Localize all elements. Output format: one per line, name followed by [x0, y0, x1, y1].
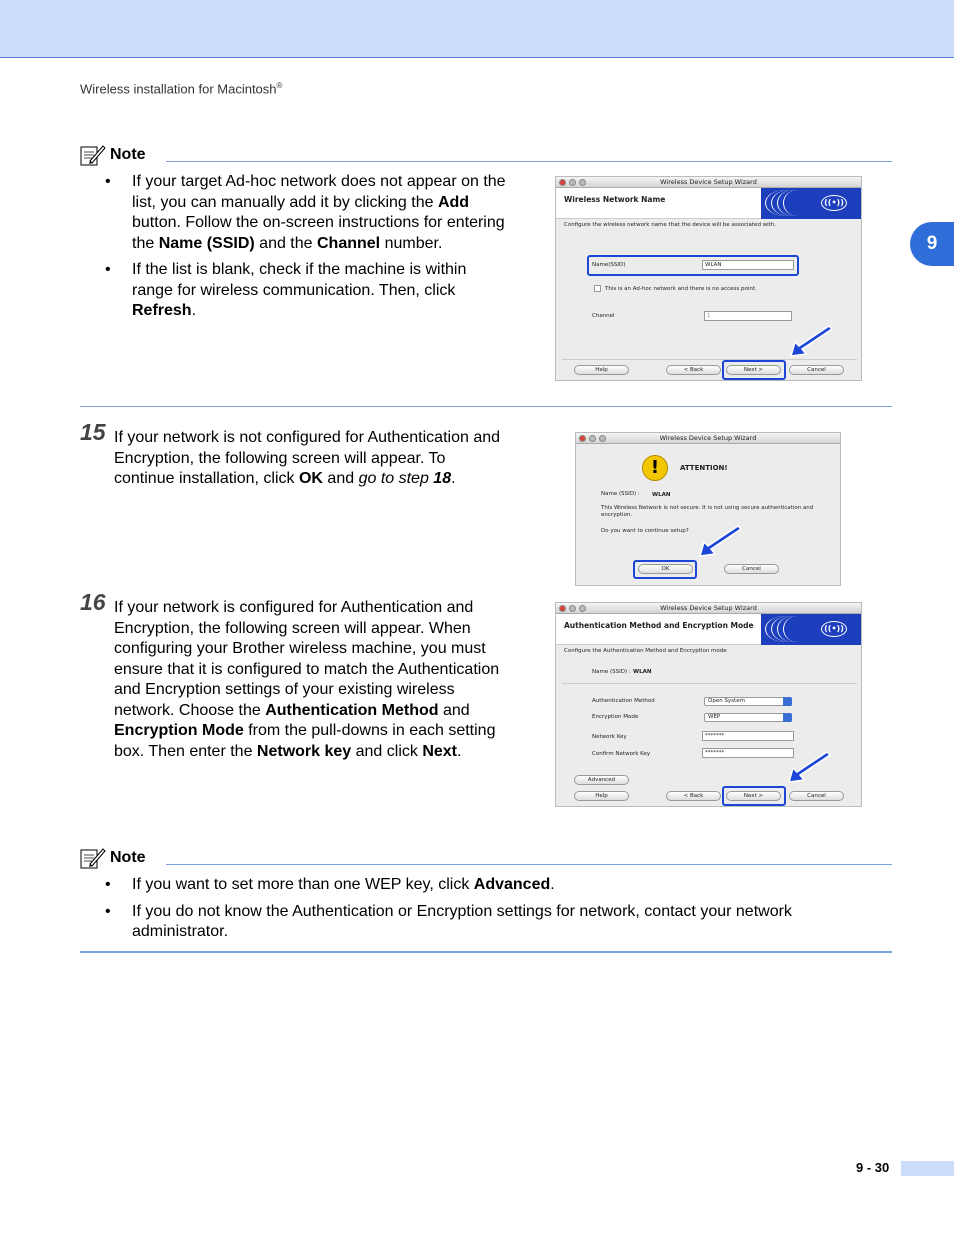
- ok-button[interactable]: OK: [638, 564, 693, 574]
- channel-stepper[interactable]: 1: [704, 311, 792, 321]
- back-button[interactable]: < Back: [666, 365, 721, 375]
- zoom-icon: [579, 179, 586, 186]
- blue-arrow-icon: [786, 751, 832, 785]
- step-number: 15: [80, 419, 106, 445]
- blue-arrow-icon: [697, 525, 743, 559]
- chevron-down-icon: [783, 713, 792, 722]
- encryption-mode-select[interactable]: WEP: [704, 713, 792, 722]
- body-text: If your network is not configured for Authentication and Encryption, the following screen will appear. To continue installation, click: [114, 429, 501, 487]
- advanced-button[interactable]: Advanced: [574, 775, 629, 785]
- help-button[interactable]: Help: [574, 791, 629, 801]
- attention-title: ATTENTION!: [680, 464, 728, 472]
- note-heading: [80, 143, 146, 167]
- section-rule: [80, 406, 892, 407]
- body-text: If you do not know the Authentication or Encryption settings for network, contact your network administrator.: [132, 902, 792, 940]
- confirm-key-label: Confirm Network Key: [592, 751, 651, 757]
- window-titlebar: [556, 177, 861, 188]
- body-text: number.: [380, 234, 443, 252]
- body-text: If your target Ad-hoc network does not appear on the list, you can manually add it by clicking the: [132, 173, 506, 211]
- body-text: If your network is configured for Authentication and Encryption, the following screen will appear. When configuring your Brother wireless machine, you must ensure that it is configured to match the Authentication and Encryption settings of your existing wireless network. Choose the: [114, 599, 500, 719]
- chapter-tab[interactable]: 9: [910, 222, 954, 266]
- step-text: [114, 598, 510, 762]
- note-pencil-icon: [80, 846, 106, 870]
- wizard-banner: [556, 188, 861, 219]
- note-item: [80, 260, 510, 322]
- cancel-button[interactable]: Cancel: [789, 791, 844, 801]
- window-title: Wireless Device Setup Wizard: [660, 604, 757, 612]
- minimize-icon: [569, 605, 576, 612]
- note-item: [80, 875, 870, 896]
- next-highlight: [722, 360, 786, 380]
- confirm-key-input[interactable]: *******: [702, 748, 794, 758]
- close-icon: [559, 179, 566, 186]
- top-band: [0, 0, 954, 58]
- close-icon: [579, 435, 586, 442]
- window-titlebar: [556, 603, 861, 614]
- back-button[interactable]: < Back: [666, 791, 721, 801]
- note-item: [80, 172, 510, 254]
- name-ssid-label: Name(SSID): [592, 262, 626, 268]
- emphasis-text: OK: [298, 470, 323, 487]
- next-highlight: [722, 786, 786, 806]
- blue-arrow-icon: [788, 325, 834, 359]
- adhoc-checkbox[interactable]: [594, 285, 601, 292]
- next-button[interactable]: Next >: [726, 791, 781, 801]
- banner-title: Authentication Method and Encryption Mode: [564, 621, 754, 630]
- minimize-icon: [569, 179, 576, 186]
- auth-method-select[interactable]: Open System: [704, 697, 792, 706]
- name-ssid-label: Name (SSID) :: [592, 669, 631, 675]
- note-heading: [80, 846, 146, 870]
- body-text: button. Follow the on-screen instructions for entering the: [132, 214, 505, 252]
- body-text: .: [451, 470, 456, 487]
- note-rule: [166, 864, 892, 865]
- body-text: If the list is blank, check if the machine is within range for wireless communication. Then, click: [132, 261, 467, 299]
- instruction-text: Configure the wireless network name that the device will be associated with.: [564, 222, 777, 228]
- minimize-icon: [589, 435, 596, 442]
- auth-method-label: Authentication Method: [592, 698, 655, 704]
- cancel-button[interactable]: Cancel: [789, 365, 844, 375]
- authentication-encryption-screenshot: [555, 602, 862, 807]
- ok-highlight: [633, 560, 697, 579]
- emphasis-text: Authentication Method: [265, 701, 439, 719]
- window-titlebar: [576, 433, 840, 444]
- body-text: and: [322, 470, 359, 487]
- warning-icon: !: [642, 455, 668, 481]
- body-text: .: [191, 302, 197, 319]
- step-text: [114, 428, 510, 490]
- body-text: .: [550, 876, 555, 893]
- network-key-input[interactable]: *******: [702, 731, 794, 741]
- emphasis-text: Network key: [256, 742, 352, 760]
- chevron-down-icon: [783, 697, 792, 706]
- emphasis-text: Name (SSID): [158, 234, 255, 252]
- channel-label: Channel: [592, 313, 615, 319]
- wireless-network-name-screenshot: [555, 176, 862, 381]
- note-list: [80, 875, 870, 949]
- emphasis-text: Encryption Mode: [114, 722, 244, 739]
- page-number-bar: [901, 1161, 954, 1176]
- emphasis-text: 18: [433, 470, 452, 487]
- next-button[interactable]: Next >: [726, 365, 781, 375]
- emphasis-text: Channel: [317, 234, 381, 252]
- running-header: Wireless installation for Macintosh®: [80, 81, 283, 97]
- attention-dialog-screenshot: [575, 432, 841, 586]
- note-item: [80, 902, 870, 943]
- window-title: Wireless Device Setup Wizard: [659, 434, 757, 442]
- instruction-text: Configure the Authentication Method and Encryption mode: [564, 648, 727, 654]
- network-key-label: Network Key: [592, 734, 627, 740]
- close-icon: [559, 605, 566, 612]
- body-text: If you want to set more than one WEP key, click: [132, 876, 474, 893]
- body-text: from the pull-downs in each setting box. Then enter the: [114, 722, 496, 760]
- emphasis-text: go to step: [358, 470, 434, 487]
- wireless-logo-icon: ((•)): [761, 614, 861, 645]
- window-title: Wireless Device Setup Wizard: [660, 178, 757, 186]
- wizard-banner: [556, 614, 861, 645]
- note-title: Note: [110, 849, 146, 866]
- zoom-icon: [599, 435, 606, 442]
- security-message: This Wireless Network is not secure. It is not using secure authentication and encryption.: [601, 505, 814, 518]
- body-text: and the: [254, 234, 317, 252]
- note-list: [80, 172, 510, 328]
- name-ssid-value: WLAN: [652, 492, 671, 498]
- emphasis-text: Next: [422, 742, 458, 760]
- adhoc-label: This is an Ad-hoc network and there is no access point.: [605, 286, 757, 292]
- section-rule: [80, 951, 892, 953]
- name-ssid-label: Name (SSID) :: [601, 491, 640, 497]
- wireless-logo-icon: ((•)): [761, 188, 861, 219]
- note-rule: [166, 161, 892, 162]
- body-text: .: [457, 742, 462, 760]
- emphasis-text: Refresh: [132, 302, 192, 319]
- cancel-button[interactable]: Cancel: [724, 564, 779, 574]
- emphasis-text: Advanced: [473, 876, 551, 893]
- help-button[interactable]: Help: [574, 365, 629, 375]
- continue-question: Do you want to continue setup?: [601, 528, 689, 534]
- banner-title: Wireless Network Name: [564, 195, 666, 204]
- encryption-mode-label: Encryption Mode: [592, 714, 639, 720]
- page-number: 9 - 30: [856, 1160, 890, 1175]
- body-text: and click: [351, 742, 423, 760]
- emphasis-text: Add: [437, 193, 470, 211]
- body-text: and: [438, 701, 470, 719]
- zoom-icon: [579, 605, 586, 612]
- note-pencil-icon: [80, 143, 106, 167]
- name-ssid-highlight: [587, 255, 799, 276]
- name-ssid-value: WLAN: [633, 669, 652, 675]
- note-title: Note: [110, 146, 146, 163]
- name-ssid-input[interactable]: WLAN: [702, 260, 794, 270]
- step-number: 16: [80, 589, 106, 615]
